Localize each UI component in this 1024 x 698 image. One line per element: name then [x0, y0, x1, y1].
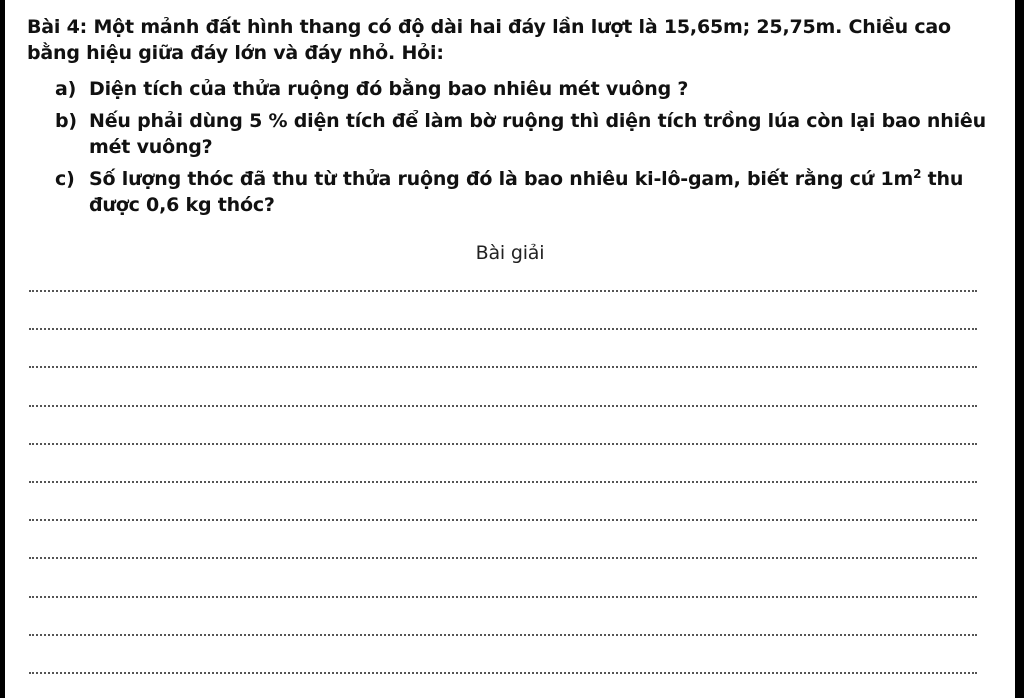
answer-line [29, 290, 977, 292]
answer-line [29, 328, 977, 330]
solution-heading: Bài giải [475, 242, 545, 264]
question-c-superscript: 2 [913, 167, 922, 181]
answer-line [29, 672, 977, 674]
question-a-text: Diện tích của thửa ruộng đó bằng bao nhiêu mét vuông ? [89, 78, 689, 100]
question-b-marker: b) [55, 110, 77, 132]
answer-line [29, 557, 977, 559]
answer-line [29, 405, 977, 407]
answer-line [29, 596, 977, 598]
answer-line [29, 634, 977, 636]
question-b-text: Nếu phải dùng 5 % diện tích để làm bờ ruộng thì diện tích trồng lúa còn lại bao nhiêu mét vuông? [89, 110, 986, 158]
answer-line [29, 443, 977, 445]
answer-line [29, 481, 977, 483]
answer-line [29, 366, 977, 368]
worksheet-page [5, 0, 1015, 698]
problem-text: Một mảnh đất hình thang có độ dài hai đáy lần lượt là 15,65m; 25,75m. Chiều cao bằng hiệu giữa đáy lớn và đáy nhỏ. Hỏi: [27, 16, 951, 64]
question-c-text-before: Số lượng thóc đã thu từ thửa ruộng đó là bao nhiêu ki-lô-gam, biết rằng cứ 1m [89, 168, 914, 190]
question-a-marker: a) [55, 78, 77, 100]
question-c-text-after: thu được 0,6 kg thóc? [89, 168, 964, 216]
answer-lines [29, 0, 977, 698]
answer-line [29, 519, 977, 521]
question-c-marker: c) [55, 168, 75, 190]
problem-label: Bài 4: [27, 16, 88, 38]
